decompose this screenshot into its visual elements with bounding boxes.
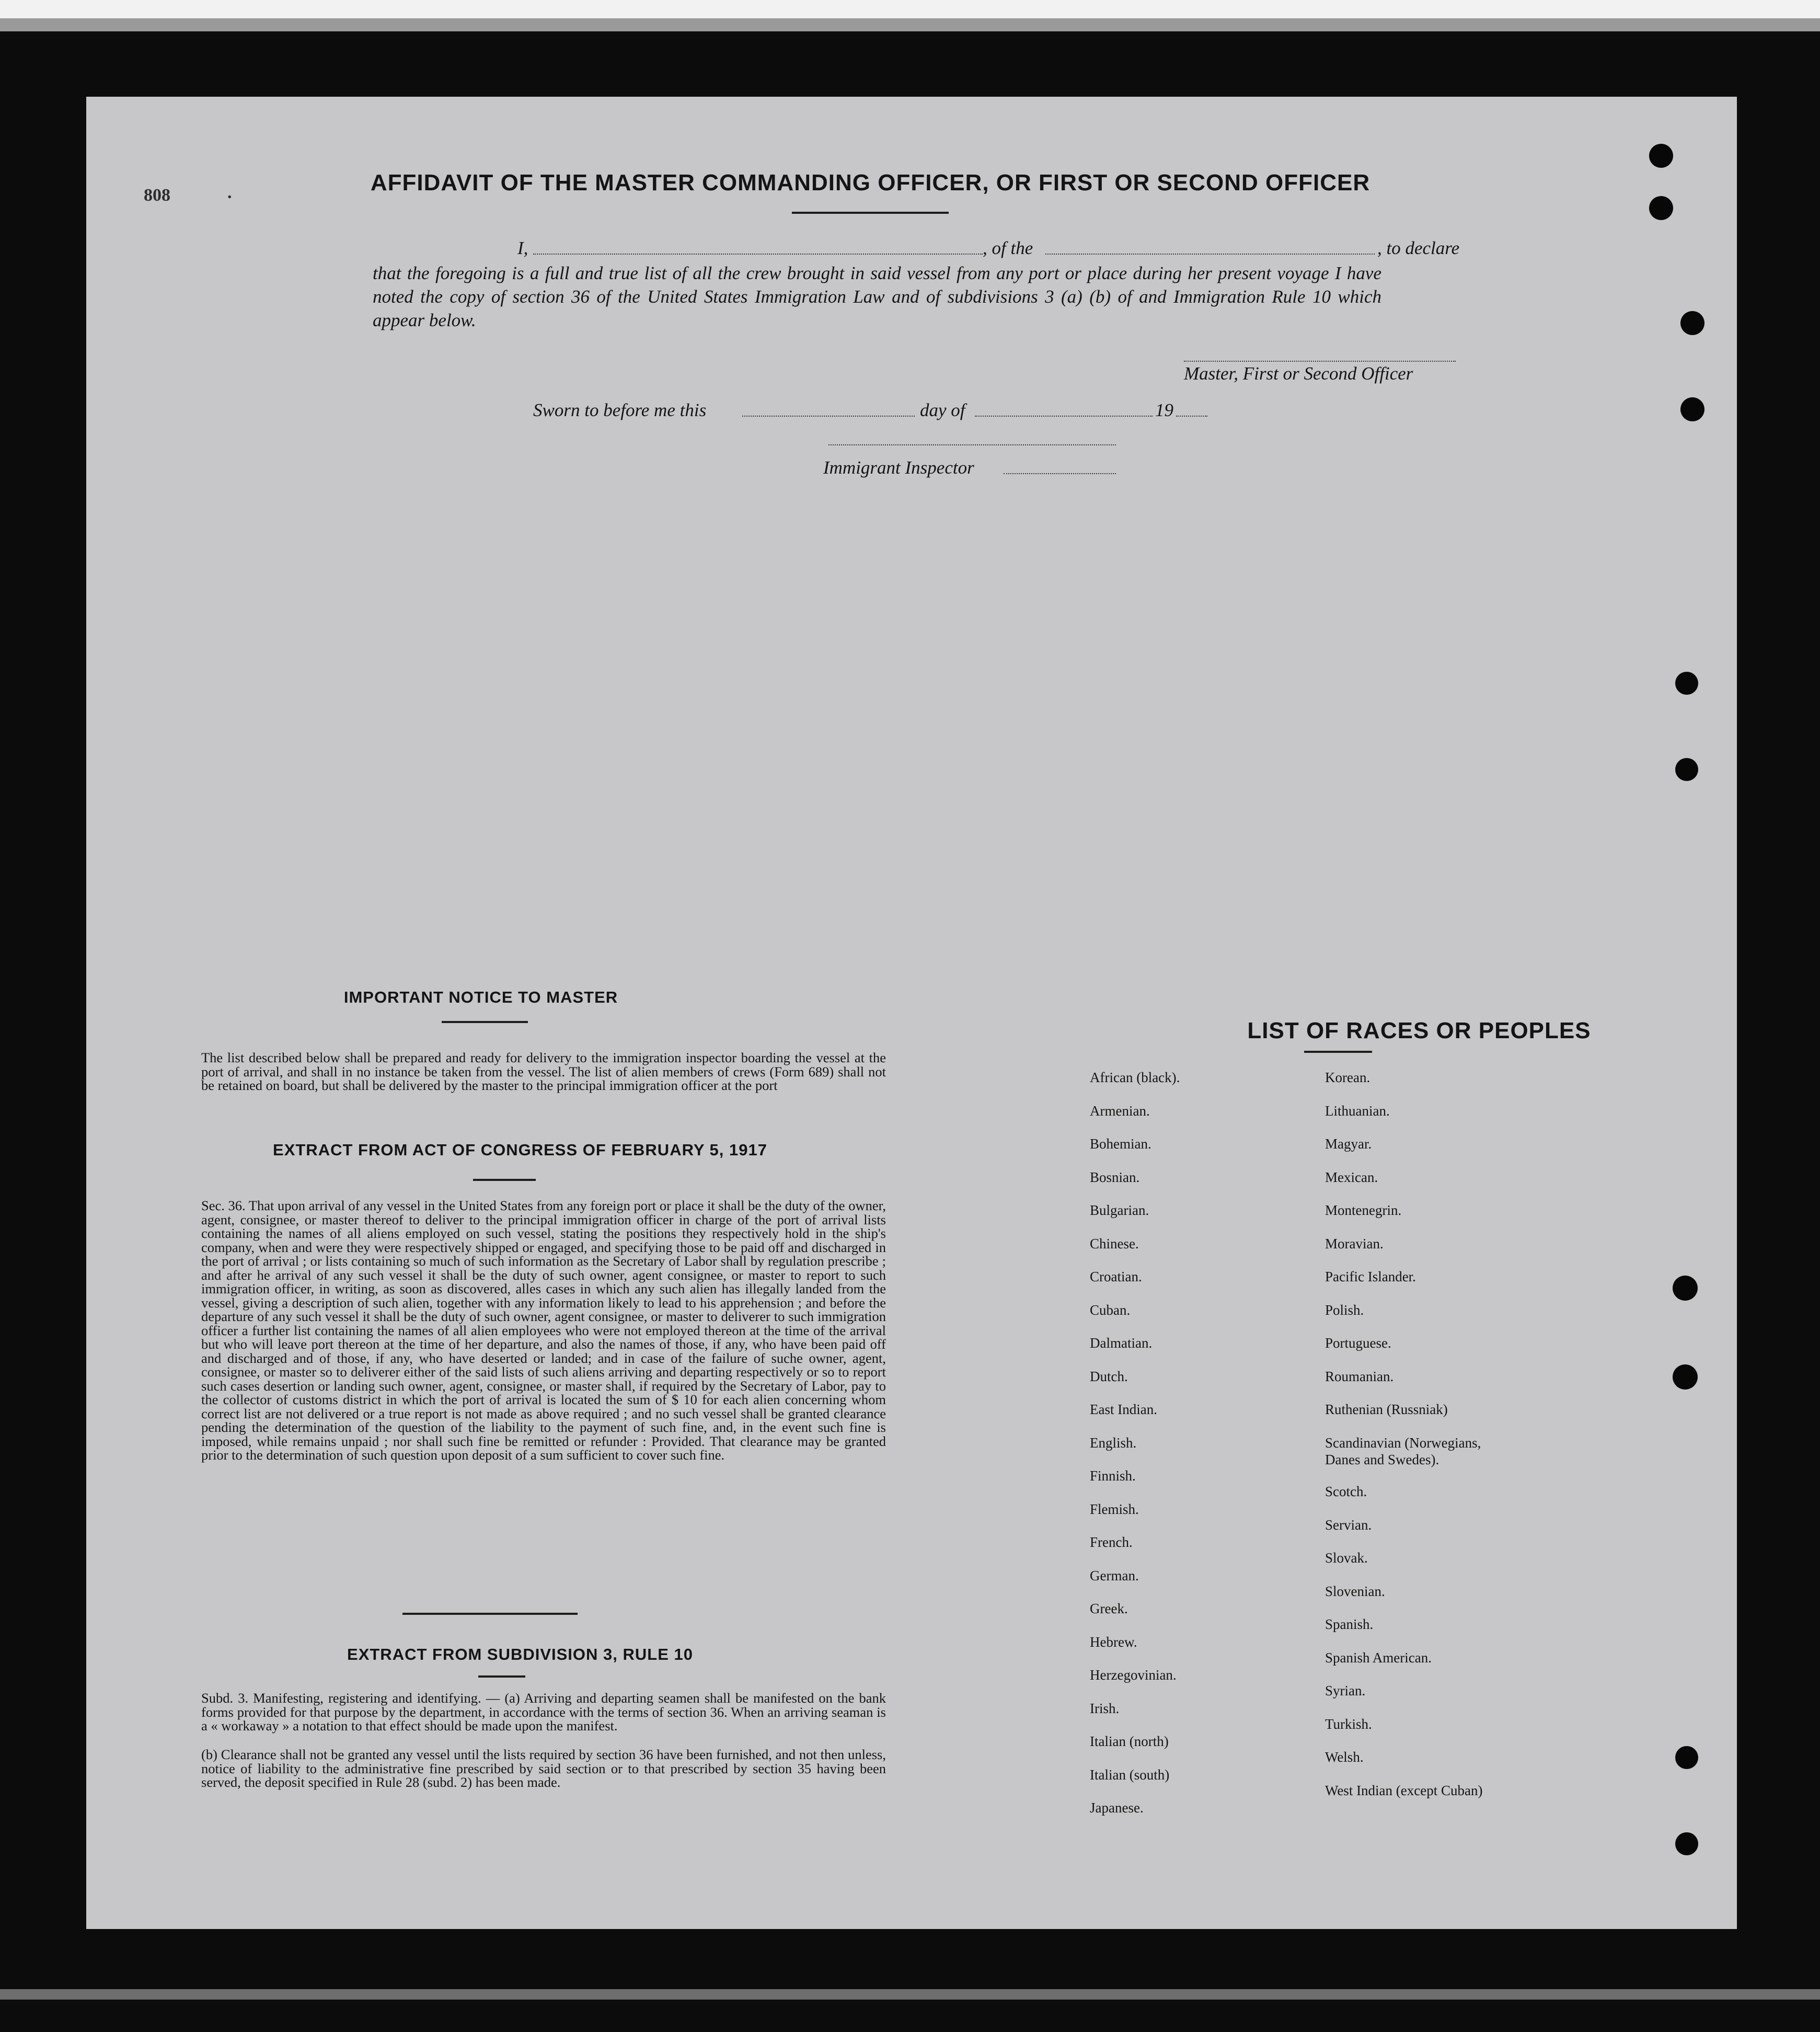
inspector-signature-blank <box>828 444 1116 445</box>
race-item: Dutch. <box>1090 1368 1128 1384</box>
race-item: West Indian (except Cuban) <box>1325 1782 1483 1798</box>
i-label: I, <box>517 238 528 258</box>
title-underline <box>792 212 949 214</box>
race-item: Croatian. <box>1090 1269 1142 1284</box>
vessel-blank <box>1045 254 1375 255</box>
race-item: Scandinavian (Norwegians, Danes and Swedes). <box>1325 1434 1481 1467</box>
sworn-day-blank <box>742 416 915 417</box>
race-item: Servian. <box>1325 1517 1372 1533</box>
sworn-label: Sworn to before me this <box>533 400 707 420</box>
race-item: Ruthenian (Russniak) <box>1325 1402 1448 1417</box>
race-item: Welsh. <box>1325 1749 1364 1765</box>
margin-mark: 808 <box>144 186 170 205</box>
race-item: Japanese. <box>1090 1800 1144 1816</box>
binder-hole <box>1680 397 1704 421</box>
act-extract-text: Sec. 36. That upon arrival of any vessel in the United States from any foreign port or place it shall be the duty of the owner, agent, consignee, or master thereof to deliver to the principal immigration officer in charge of the port of arrival lists containing the names of all aliens employed on such vessel, stating the positions they respectively hold in the ship's company, when and were they were respectively shipped or engaged, and specifying those to be paid off and discharged in the port of arrival ; or lists containing so much of such information as the Secretary of Labor shall by regulation prescribe ; and after he arrival of any such vessel it shall be the duty of such owner, agent consignee, or master to report to such immigration officer, in writing, as soon as discovered, alles cases in which any such alien has illegally landed from the vessel, giving a description of such alien, together with any information likely to lead to his apprehension ; and before the departure of any such vessel it shall be the duty of such owner, agent consignee, or master to deliverer to such immigration officer a further list containing the names of all alien employees who were not employed thereon at the time of the arrival but who will leave port thereon at the time of her departure, and also the names of those, if any, who have been paid off and discharged and of those, if any, who have deserted or landed; and in case of the failure of suche owner, agent, consignee, or master so to deliverer either of the said lists of such aliens arriving and departing respectively or so to report such cases desertion or landing such owner, agent, consignee, or master shall, if required by the Secretary of Labor, pay to the collector of customs district in which the port of arrival is located the sum of $ 10 for each alien concerning whom correct list are not delivered or a true report is not made as above required ; and no such vessel shall be granted clearance pending the determination of the question of the liability to the payment of such fine, and, in the event such fine is imposed, while remains unpaid ; nor shall such fine be remitted or refunder : Provided. That clearance may be granted prior to the determination of such question upon deposit of a sum sufficient to cover such fine. <box>201 1198 886 1463</box>
binder-hole <box>1673 1276 1698 1301</box>
race-item: East Indian. <box>1090 1402 1157 1417</box>
race-item: Greek. <box>1090 1601 1128 1616</box>
race-item: Italian (south) <box>1090 1766 1170 1783</box>
rule-extract-underline <box>478 1675 525 1678</box>
race-item: Italian (north) <box>1090 1733 1169 1749</box>
binder-hole <box>1675 758 1698 781</box>
inspector-blank <box>1004 473 1116 474</box>
rule-extract-title: EXTRACT FROM SUBDIVISION 3, RULE 10 <box>347 1645 693 1663</box>
race-item: Magyar. <box>1325 1136 1372 1152</box>
section-divider <box>402 1613 578 1615</box>
rule-extract-text-b: (b) Clearance shall not be granted any vessel until the lists required by section 36 have been furnished, and not then unless, notice of liability to the administrative fine prescribed by said section or to that prescribed by section 35 having been served, the deposit specified in Rule 28 (subd. 2) has been made. <box>201 1747 886 1790</box>
binder-hole <box>1649 196 1673 220</box>
race-item: Herzegovinian. <box>1090 1667 1177 1683</box>
race-item: Korean. <box>1325 1070 1370 1085</box>
race-item: French. <box>1090 1534 1133 1550</box>
race-item: Spanish. <box>1325 1616 1374 1632</box>
signature-label: Master, First or Second Officer <box>1184 363 1413 384</box>
race-item: Chinese. <box>1090 1235 1139 1252</box>
to-declare-label: , to declare <box>1377 238 1460 258</box>
of-the-label: , of the <box>983 238 1033 258</box>
binder-hole <box>1675 672 1698 695</box>
film-border-bottom <box>0 1958 1820 2032</box>
race-item: Spanish American. <box>1325 1649 1432 1666</box>
race-item: Scotch. <box>1325 1484 1367 1499</box>
race-item: Dalmatian. <box>1090 1335 1153 1351</box>
races-underline <box>1304 1051 1372 1053</box>
race-item: Moravian. <box>1325 1235 1384 1252</box>
binder-hole <box>1680 311 1704 335</box>
race-item: Portuguese. <box>1325 1335 1391 1351</box>
binder-hole <box>1675 1746 1698 1769</box>
notice-underline <box>442 1021 528 1023</box>
race-item: Cuban. <box>1090 1302 1131 1318</box>
race-item: Slovak. <box>1325 1550 1368 1566</box>
races-title: LIST OF RACES OR PEOPLES <box>1247 1018 1591 1043</box>
signature-blank <box>1184 361 1456 362</box>
race-item: African (black). <box>1090 1070 1180 1085</box>
film-border-top <box>0 0 1820 89</box>
race-item: German. <box>1090 1567 1139 1583</box>
race-item: Hebrew. <box>1090 1634 1137 1650</box>
binder-hole <box>1649 144 1673 168</box>
race-item: Flemish. <box>1090 1501 1139 1517</box>
name-blank <box>533 254 983 255</box>
race-item: Roumanian. <box>1325 1368 1394 1384</box>
affidavit-body: that the foregoing is a full and true list of all the crew brought in said vessel from any port or place during her present voyage I have noted the copy of section 36 of the United States Immigration Law and of subdivisions 3 (a) (b) of and Immigration Rule 10 which appear below. <box>373 263 1381 330</box>
notice-text: The list described below shall be prepared and ready for delivery to the immigration inspector boarding the vessel at the port of arrival, and shall in no instance be taken from the vessel. The list of alien members of crews (Form 689) shall not be retained on board, but shall be delivered by the master to the principal immigration officer at the port <box>201 1050 886 1093</box>
act-extract-underline <box>473 1179 536 1181</box>
year-blank <box>1176 416 1207 417</box>
rule-extract-text-a: Subd. 3. Manifesting, registering and identifying. — (a) Arriving and departing seamen shall be manifested on the bank forms provided for that purpose by the department, in accordance with the terms of section 36. When an arriving seaman is a « workaway » a notation to that effect should be made upon the manifest. <box>201 1690 886 1733</box>
races-left-column <box>1090 1069 1362 1885</box>
race-item: Armenian. <box>1090 1103 1150 1119</box>
race-item: Finnish. <box>1090 1468 1136 1484</box>
race-item: Bulgarian. <box>1090 1202 1149 1218</box>
race-item: Irish. <box>1090 1700 1120 1716</box>
race-item: Turkish. <box>1325 1716 1372 1732</box>
document-page <box>86 97 1737 1929</box>
act-extract-title: EXTRACT FROM ACT OF CONGRESS OF FEBRUARY 5, 1917 <box>273 1141 767 1159</box>
binder-hole <box>1675 1832 1698 1855</box>
race-item: Bohemian. <box>1090 1136 1151 1152</box>
race-item: English. <box>1090 1434 1137 1451</box>
race-item: Bosnian. <box>1090 1169 1140 1185</box>
affidavit-title: AFFIDAVIT OF THE MASTER COMMANDING OFFICER, OR FIRST OR SECOND OFFICER <box>370 170 1370 196</box>
race-item: Lithuanian. <box>1325 1103 1390 1119</box>
notice-title: IMPORTANT NOTICE TO MASTER <box>343 988 618 1006</box>
race-item: Montenegrin. <box>1325 1202 1402 1218</box>
inspector-label: Immigrant Inspector <box>823 457 974 478</box>
year-label: 19 <box>1155 400 1173 420</box>
races-right-column <box>1325 1069 1722 1885</box>
race-item: Syrian. <box>1325 1683 1366 1698</box>
day-of-label: day of <box>920 400 965 420</box>
race-item: Slovenian. <box>1325 1583 1385 1599</box>
margin-speck: . <box>227 183 232 202</box>
race-item: Pacific Islander. <box>1325 1269 1416 1284</box>
sworn-month-blank <box>975 416 1153 417</box>
binder-hole <box>1673 1364 1698 1390</box>
race-item: Mexican. <box>1325 1169 1378 1185</box>
race-item: Polish. <box>1325 1302 1364 1318</box>
